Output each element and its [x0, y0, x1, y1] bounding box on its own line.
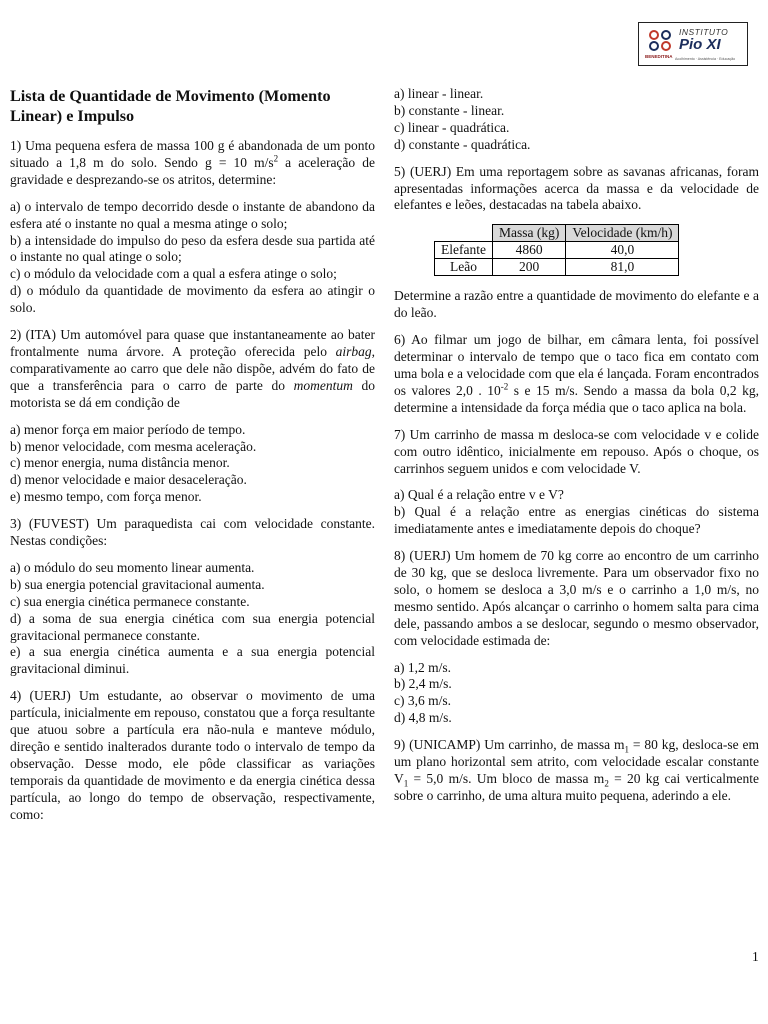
option: d) o módulo da quantidade de movimento da esfera ao atingir o solo.: [10, 283, 375, 316]
option: d) menor velocidade e maior desaceleração.: [10, 472, 247, 488]
question-6-stem: 6) Ao filmar um jogo de bilhar, em câmara lenta, foi possível determinar o intervalo de tempo que o taco fica em contato com uma bola e a velocidade com que ela é lançada. Foram encontrados os valores 2,0 . $10^{-2}$ s e 15 m/s. Sendo a massa da bola 0,2 kg, determine a intensidade da força média que o taco aplica na bola.: [394, 332, 759, 415]
logo-name-text: Pio XI: [679, 36, 721, 53]
right-column: [394, 86, 759, 815]
option: b) Qual é a relação entre as energias cinéticas do sistema imediatamente antes e imediatamente depois do choque?: [394, 504, 759, 537]
table-cell: 40,0: [566, 242, 679, 259]
option: d) constante - quadrática.: [394, 136, 531, 152]
option: b) sua energia potencial gravitacional aumenta.: [10, 576, 265, 592]
page-title: Lista de Quantidade de Movimento (Momento Linear) e Impulso: [10, 87, 331, 125]
logo-tagline-text: Acolhimento · Assistência · Educação: [675, 57, 736, 61]
option: c) 3,6 m/s.: [394, 693, 451, 709]
option: e) a sua energia cinética aumenta e a sua energia potencial gravitacional diminui.: [10, 644, 375, 677]
question-7-stem: 7) Um carrinho de massa m desloca-se com velocidade v e colide com outro idêntico, inicialmente em repouso. Após o choque, os carrinhos seguem unidos e com velocidade V.: [394, 426, 759, 476]
page-number: 1: [752, 949, 759, 964]
table-header: Massa (kg): [492, 225, 565, 242]
option: d) a soma de sua energia cinética com sua energia potencial gravitacional permanece constante.: [10, 610, 375, 643]
option: b) menor velocidade, com mesma aceleração.: [10, 438, 257, 454]
option: c) linear - quadrática.: [394, 119, 510, 135]
option: a) 1,2 m/s.: [394, 659, 451, 675]
question-9-stem: 9) (UNICAMP) Um carrinho, de massa $m_1 = 80$ kg, desloca-se em um plano horizontal sem atrito, com velocidade escalar constante $V_1 = 5,0$ m/s. Um bloco de massa $m_2 = 20$ kg cai verticalmente sobre o carrinho, de uma altura muito pequena, aderindo a ele.: [394, 737, 759, 803]
question-5-stem: 5) (UERJ) Em uma reportagem sobre as savanas africanas, foram apresentadas informações acerca da massa e da velocidade de elefantes e leões, destacadas na tabela abaixo.: [394, 163, 759, 213]
option: a) Qual é a relação entre v e V?: [394, 487, 564, 503]
option: b) 2,4 m/s.: [394, 676, 452, 692]
question-8-options: [394, 660, 759, 728]
option: a) o intervalo de tempo decorrido desde o instante de abandono da esfera até o instante no qual a mesma atinge o solo;: [10, 198, 375, 231]
table-cell: 81,0: [566, 259, 679, 276]
question-2-stem: 2) (ITA) Um automóvel para quase que instantaneamente ao bater frontalmente numa árvore. A proteção oferecida pelo airbag, comparativamente ao carro que dele não dispõe, advém do fato de que a transferência para o carro de parte do momentum do motorista se dá em condição de: [10, 327, 375, 410]
question-7-options: [394, 487, 759, 538]
question-8-stem: 8) (UERJ) Um homem de 70 kg corre ao encontro de um carrinho de 30 kg, que se desloca livremente. Para um observador fixo no solo, o homem se desloca a 3,0 m/s e o carrinho a 1,0 m/s, no mesmo sentido. Após alcançar o carrinho o homem salta para cima dele, passando ambos a se deslocar, segundo o mesmo observador, com velocidade estimada de:: [394, 548, 759, 648]
option: a) o módulo do seu momento linear aumenta.: [10, 559, 255, 575]
institute-logo: [638, 22, 748, 66]
option: d) 4,8 m/s.: [394, 710, 452, 726]
option: c) menor energia, numa distância menor.: [10, 455, 230, 471]
option: a) linear - linear.: [394, 86, 484, 101]
question-3-stem: 3) (FUVEST) Um paraquedista cai com velocidade constante. Nestas condições:: [10, 516, 375, 549]
table-row: [435, 259, 679, 276]
option: a) menor força em maior período de tempo.: [10, 421, 246, 437]
logo-emblem-icon: [646, 29, 674, 53]
table-row: [435, 242, 679, 259]
option: c) sua energia cinética permanece constante.: [10, 593, 250, 609]
logo-brand-text: BENEDITINA: [645, 54, 673, 59]
left-column: [10, 86, 375, 834]
table-row-label: Elefante: [435, 242, 493, 259]
logo-institute-text: INSTITUTO: [679, 27, 729, 37]
option: b) constante - linear.: [394, 102, 505, 118]
table-cell: 200: [492, 259, 565, 276]
question-1-options: [10, 199, 375, 317]
question-4-options: [394, 86, 759, 154]
table-header: Velocidade (km/h): [566, 225, 679, 242]
question-2-options: [10, 422, 375, 507]
table-row-label: Leão: [435, 259, 493, 276]
option: e) mesmo tempo, com força menor.: [10, 489, 202, 505]
question-4-stem: 4) (UERJ) Um estudante, ao observar o movimento de uma partícula, inicialmente em repouso, constatou que a força resultante que atuou sobre a partícula era não-nula e manteve módulo, direção e sentido inalterados durante todo o intervalo de tempo da observação. Desse modo, ele pôde classificar as variações temporais da quantidade de movimento e da energia cinética dessa partícula, ao longo do tempo de observação, respectivamente, como:: [10, 688, 375, 822]
question-5-prompt: Determine a razão entre a quantidade de movimento do elefante e a do leão.: [394, 288, 759, 321]
animal-data-table: [434, 224, 679, 276]
question-3-options: [10, 560, 375, 678]
table-header-row: [435, 225, 679, 242]
table-cell: 4860: [492, 242, 565, 259]
question-1-stem: 1) Uma pequena esfera de massa 100 g é abandonada de um ponto situado a 1,8 m do solo. Sendo g = 10 $m/s^2$ a aceleração de gravidade e desprezando-se os atritos, determine:: [10, 138, 375, 187]
option: b) a intensidade do impulso do peso da esfera desde sua partida até o instante no qual atinge o solo;: [10, 232, 375, 265]
option: c) o módulo da velocidade com a qual a esfera atinge o solo;: [10, 266, 337, 282]
